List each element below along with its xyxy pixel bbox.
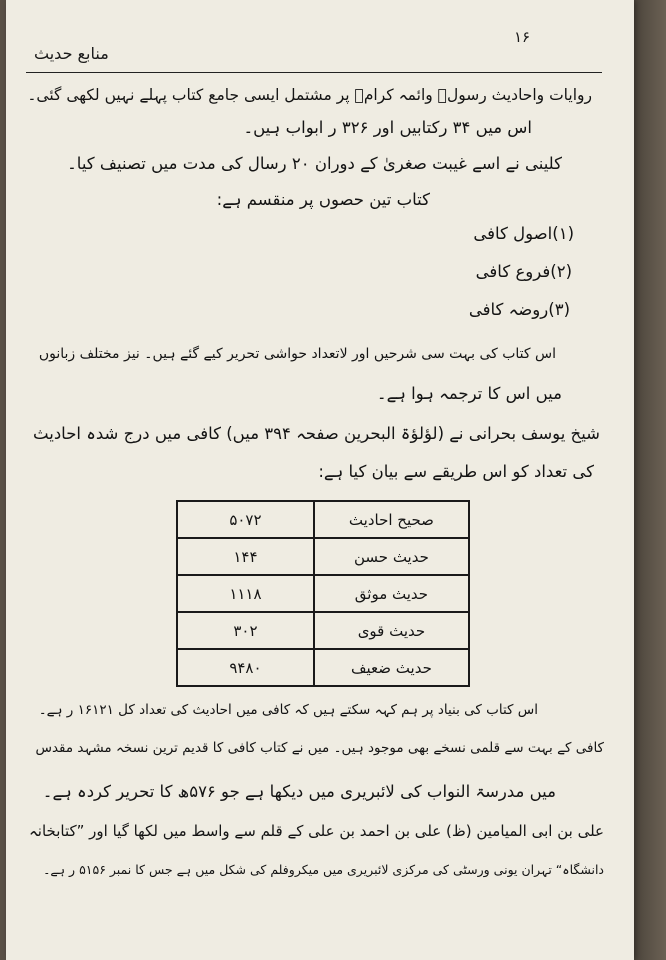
header-rule — [26, 72, 602, 73]
body-line: کافی کے بہت سے قلمی نسخے بھی موجود ہیں۔ میں نے کتاب کافی کا قدیم ترین نسخہ مشہد مقدس — [35, 740, 604, 756]
body-line: کلینی نے اسے غیبت صغریٰ کے دوران ۲۰ رسال کی مدت میں تصنیف کیا۔ — [67, 154, 562, 173]
table-cell-value: ۱۱۱۸ — [177, 575, 314, 612]
hadith-count-table — [176, 500, 470, 687]
table-cell-value: ۵۰۷۲ — [177, 501, 314, 538]
body-line: اس میں ۳۴ رکتابیں اور ۳۲۶ ر ابواب ہیں۔ — [243, 118, 532, 137]
body-line: روایات واحادیث رسولؐ وائمہ کرامؑ پر مشتمل ایسی جامع کتاب پہلے نہیں لکھی گئی۔ — [27, 86, 592, 104]
running-header-title: منابع حدیث — [34, 44, 109, 63]
body-line: کی تعداد کو اس طریقے سے بیان کیا ہے: — [318, 462, 594, 481]
table-row — [177, 612, 469, 649]
table-row — [177, 538, 469, 575]
list-item-rawda: (۳)روضہ کافی — [468, 300, 570, 319]
table-cell-name: حدیث قوی — [314, 612, 469, 649]
table-cell-value: ۹۴۸۰ — [177, 649, 314, 686]
table-cell-value: ۱۴۴ — [177, 538, 314, 575]
body-line: میں اس کا ترجمہ ہوا ہے۔ — [376, 384, 562, 403]
table-cell-name: حدیث ضعیف — [314, 649, 469, 686]
list-item-furu: (۲)فروع کافی — [475, 262, 572, 281]
table-row — [177, 649, 469, 686]
body-line: میں مدرسۃ النواب کی لائبریری میں دیکھا ہے جو ۵۷۶ھ کا تحریر کردہ ہے۔ — [42, 782, 556, 801]
body-line: علی بن ابی المیامین (ظ) علی بن احمد بن علی کے قلم سے واسط میں لکھا گیا اور ”کتابخانہ — [29, 822, 604, 840]
table-row — [177, 575, 469, 612]
book-page — [6, 0, 634, 960]
table-cell-name: حدیث حسن — [314, 538, 469, 575]
table-cell-name: حدیث موثق — [314, 575, 469, 612]
table-cell-name: صحیح احادیث — [314, 501, 469, 538]
body-line: کتاب تین حصوں پر منقسم ہے: — [216, 190, 430, 209]
table-cell-value: ۳۰۲ — [177, 612, 314, 649]
book-edge — [634, 0, 666, 960]
table-row — [177, 501, 469, 538]
body-line: اس کتاب کی بہت سی شرحیں اور لاتعداد حواشی تحریر کیے گئے ہیں۔ نیز مختلف زبانوں — [38, 346, 556, 362]
page-number: ۱۶ — [514, 28, 531, 46]
list-item-usul: (۱)اصول کافی — [473, 224, 574, 243]
body-line: اس کتاب کی بنیاد پر ہم کہہ سکتے ہیں کہ کافی میں احادیث کی تعداد کل ۱۶۱۲۱ ر ہے۔ — [38, 702, 538, 718]
body-line: شیخ یوسف بحرانی نے (لؤلؤۃ البحرین صفحہ ۳۹۴ میں) کافی میں درج شدہ احادیث — [33, 424, 600, 443]
body-line: دانشگاہ“ تہران یونی ورسٹی کی مرکزی لائبریری میں میکروفلم کی شکل میں ہے جس کا نمبر ۵۱۵۶ ر ہے۔ — [43, 862, 604, 877]
